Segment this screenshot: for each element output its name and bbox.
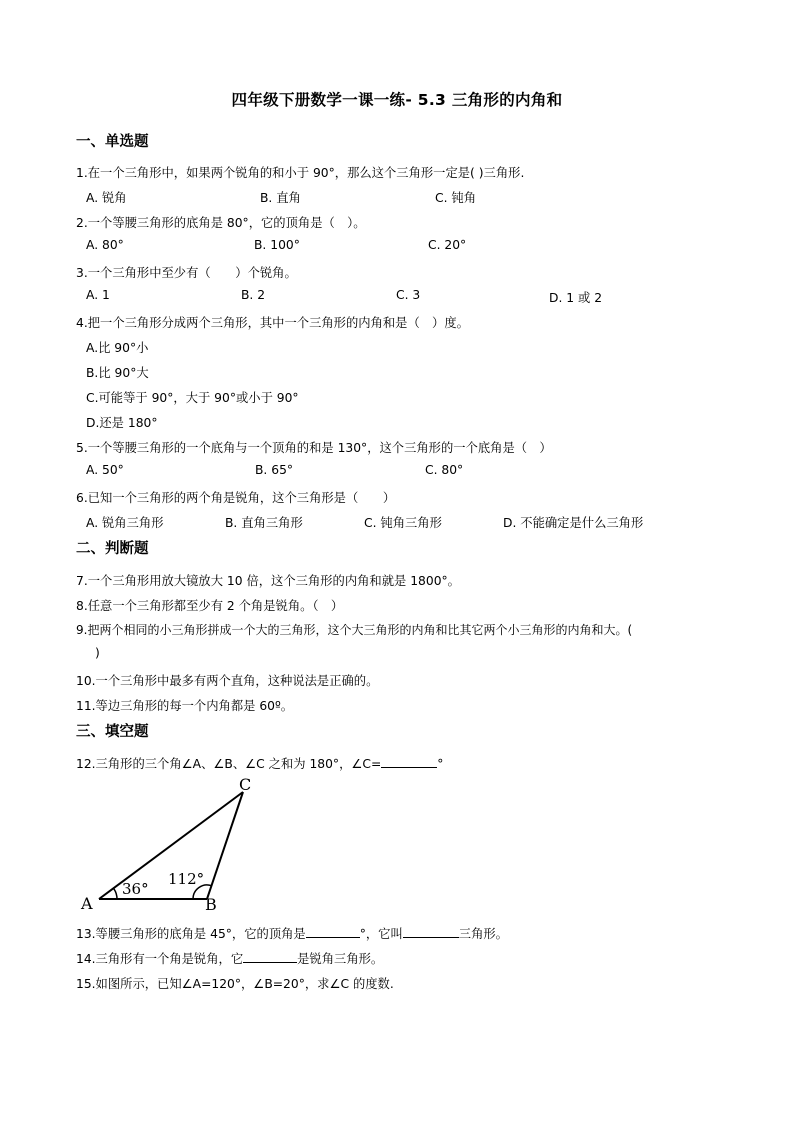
q4-option-c[interactable]: C.可能等于 90°，大于 90°或小于 90°: [86, 391, 299, 405]
q1-option-c[interactable]: C. 钝角: [435, 191, 476, 205]
question-13-text-1: 13.等腰三角形的底角是 45°，它的顶角是: [76, 927, 306, 941]
section-heading-true-false: 二、判断题: [76, 541, 149, 557]
answer-blank-14[interactable]: [243, 950, 297, 963]
question-13: [76, 924, 508, 942]
question-7: 7.一个三角形用放大镜放大 10 倍，这个三角形的内角和就是 1800°。: [76, 574, 460, 588]
answer-blank-13a[interactable]: [306, 925, 360, 938]
q1-option-b[interactable]: B. 直角: [260, 191, 301, 205]
q3-option-d[interactable]: D. 1 或 2: [549, 291, 603, 305]
question-4: 4.把一个三角形分成两个三角形，其中一个三角形的内角和是（ ）度。: [76, 316, 469, 330]
triangle-figure: [76, 772, 276, 917]
angle-b-label: 112°: [168, 870, 205, 888]
section-heading-fill-blank: 三、填空题: [76, 724, 149, 740]
question-12: [76, 754, 443, 772]
angle-a-label: 36°: [122, 880, 149, 898]
question-9: 9.把两个相同的小三角形拼成一个大的三角形，这个大三角形的内角和比其它两个小三角形的内角和大。(: [76, 623, 633, 637]
side-bc: [207, 792, 243, 899]
q5-option-c[interactable]: C. 80°: [425, 463, 464, 477]
q6-option-a[interactable]: A. 锐角三角形: [86, 516, 164, 530]
q2-option-c[interactable]: C. 20°: [428, 238, 467, 252]
question-13-text-2: °，它叫: [359, 927, 403, 941]
question-11: 11.等边三角形的每一个内角都是 60º。: [76, 699, 294, 713]
question-3: 3.一个三角形中至少有（ ）个锐角。: [76, 266, 297, 280]
angle-a-arc: [114, 888, 118, 899]
q6-option-d[interactable]: D. 不能确定是什么三角形: [503, 516, 644, 530]
question-13-text-3: 三角形。: [458, 927, 508, 941]
q2-option-a[interactable]: A. 80°: [86, 238, 124, 252]
q4-option-b[interactable]: B.比 90°大: [86, 366, 149, 380]
q3-option-c[interactable]: C. 3: [396, 288, 421, 302]
vertex-label-c: C: [239, 775, 252, 794]
q3-option-a[interactable]: A. 1: [86, 288, 110, 302]
question-14-text-2: 是锐角三角形。: [297, 952, 384, 966]
question-9-paren: ): [95, 646, 100, 660]
question-15: 15.如图所示，已知∠A=120°，∠B=20°，求∠C 的度数.: [76, 977, 394, 991]
section-heading-single-choice: 一、单选题: [76, 134, 149, 150]
question-14: [76, 949, 383, 967]
answer-blank-12[interactable]: [381, 755, 437, 768]
q4-option-d[interactable]: D.还是 180°: [86, 416, 158, 430]
question-10: 10.一个三角形中最多有两个直角，这种说法是正确的。: [76, 674, 379, 688]
q5-option-b[interactable]: B. 65°: [255, 463, 294, 477]
question-12-text: 12.三角形的三个角∠A、∠B、∠C 之和为 180°，∠C=: [76, 757, 382, 771]
question-1: 1.在一个三角形中，如果两个锐角的和小于 90°，那么这个三角形一定是( )三角形.: [76, 166, 525, 180]
q4-option-a[interactable]: A.比 90°小: [86, 341, 149, 355]
question-2: 2.一个等腰三角形的底角是 80°，它的顶角是（ ）。: [76, 216, 366, 230]
q6-option-b[interactable]: B. 直角三角形: [225, 516, 303, 530]
question-5: 5.一个等腰三角形的一个底角与一个顶角的和是 130°，这个三角形的一个底角是（ ）: [76, 441, 552, 455]
q2-option-b[interactable]: B. 100°: [254, 238, 300, 252]
vertex-label-a: A: [81, 894, 93, 913]
question-12-degree: °: [437, 757, 444, 771]
answer-blank-13b[interactable]: [403, 925, 459, 938]
question-6: 6.已知一个三角形的两个角是锐角，这个三角形是（ ）: [76, 491, 396, 505]
q1-option-a[interactable]: A. 锐角: [86, 191, 127, 205]
question-14-text-1: 14.三角形有一个角是锐角，它: [76, 952, 244, 966]
q5-option-a[interactable]: A. 50°: [86, 463, 124, 477]
question-8: 8.任意一个三角形都至少有 2 个角是锐角。（ ）: [76, 599, 344, 613]
q3-option-b[interactable]: B. 2: [241, 288, 266, 302]
vertex-label-b: B: [205, 895, 217, 914]
q6-option-c[interactable]: C. 钝角三角形: [364, 516, 442, 530]
page-title: 四年级下册数学一课一练- 5.3 三角形的内角和: [231, 91, 563, 109]
